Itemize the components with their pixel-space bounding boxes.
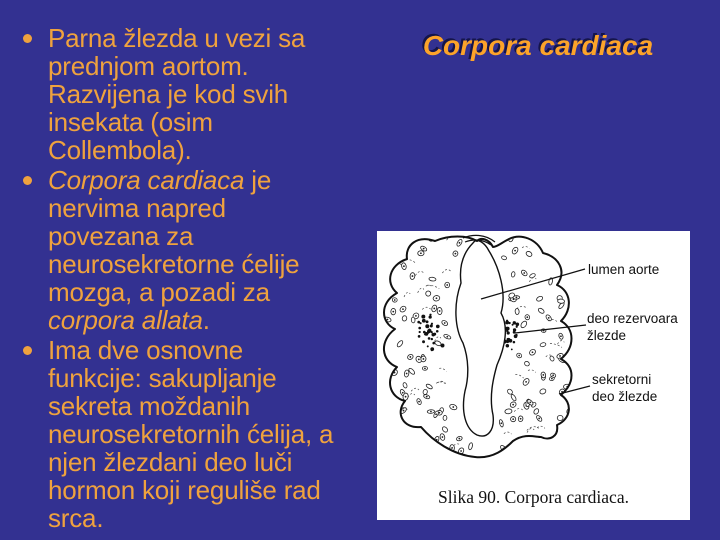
figure-label-lumen-aorte bbox=[588, 261, 659, 278]
bullet-text-run: Ima dve osnovne funkcije: sakupljanje sekreta moždanih neurosekretornih ćelija, a njen žlezdani deo luči hormon koji reguliše rad srca. bbox=[48, 335, 334, 533]
bullet-item bbox=[20, 166, 340, 334]
bullet-text-run: . bbox=[202, 305, 210, 335]
bullet-text-run: Parna žlezda u vezi sa prednjom aortom. Razvijena je kod svih insekata (osim Collembola). bbox=[48, 23, 306, 165]
figure-label-line: žlezde bbox=[587, 328, 627, 343]
figure-label-line: lumen aorte bbox=[588, 262, 660, 277]
figure-label-line: sekretorni bbox=[592, 372, 652, 387]
bullet-dot-icon bbox=[23, 34, 32, 43]
bullet-text-run: je nervima napred povezana za neurosekretorne ćelije mozga, a pozadi za bbox=[48, 165, 300, 307]
figure-label-line: deo žlezde bbox=[592, 389, 658, 404]
slide-title: Corpora cardiaca bbox=[422, 30, 654, 61]
bullet-dot-icon bbox=[23, 346, 32, 355]
figure-label-sekretorni-deo-zlezde bbox=[592, 371, 657, 405]
figure-corpora-cardiaca bbox=[377, 231, 690, 520]
bullet-item bbox=[20, 24, 340, 164]
bullet-text-run: Corpora cardiaca bbox=[48, 165, 245, 195]
figure-label-line: deo rezervoara bbox=[587, 311, 678, 326]
figure-caption: Slika 90. Corpora cardiaca. bbox=[438, 487, 629, 507]
bullet-dot-icon bbox=[23, 176, 32, 185]
bullet-text-run: corpora allata bbox=[48, 305, 203, 335]
bullet-list bbox=[20, 24, 344, 534]
bullet-item bbox=[20, 336, 340, 532]
figure-label-deo-rezervoara-zlezde bbox=[587, 310, 678, 344]
